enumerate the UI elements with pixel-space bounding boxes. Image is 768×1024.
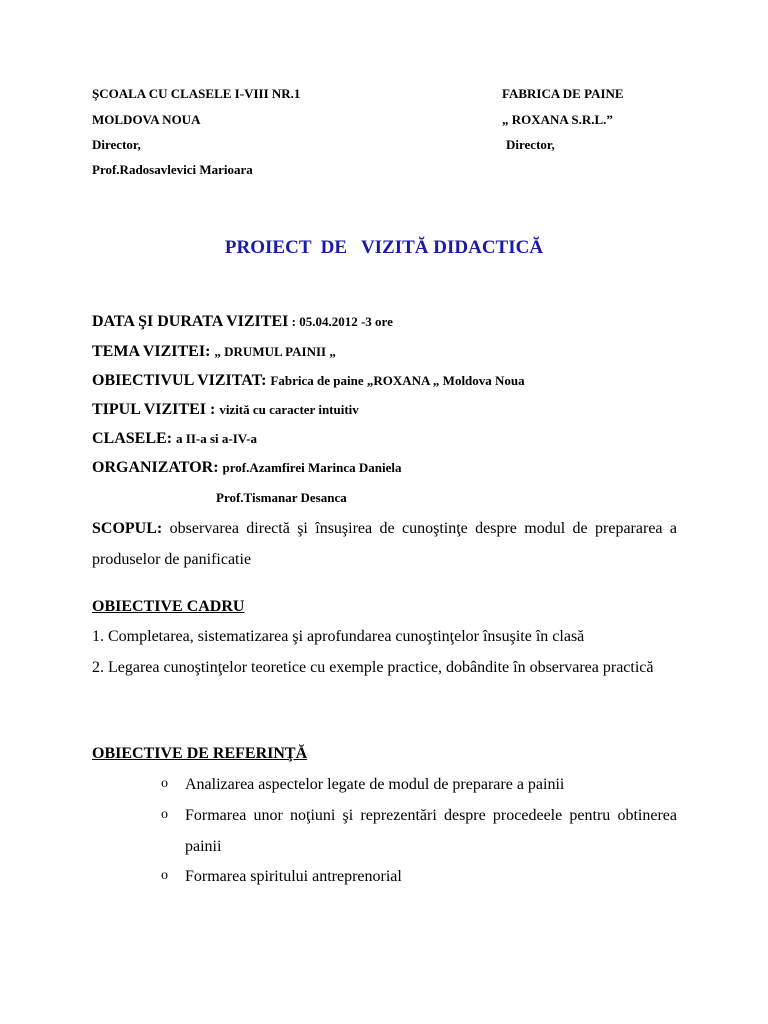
bullet-marker: o: [161, 868, 168, 883]
company-director-role: Director,: [506, 137, 555, 152]
tipul-row: [92, 401, 359, 419]
organizator-value-1: prof.Azamfirei Marinca Daniela: [222, 460, 402, 475]
organizator-label: ORGANIZATOR:: [92, 459, 219, 476]
tipul-label: TIPUL VIZITEI :: [92, 401, 216, 418]
obiective-cadru-item-2: 2. Legarea cunoştinţelor teoretice cu exemple practice, dobândite în observarea practică: [92, 659, 654, 676]
document-title: PROIECT DE VIZITĂ DIDACTICĂ: [224, 237, 544, 258]
scopul-label: SCOPUL:: [92, 520, 163, 537]
company-name-line1: FABRICA DE PAINE: [502, 86, 624, 101]
clasele-row: [92, 430, 257, 448]
obiective-cadru-item-1: 1. Completarea, sistematizarea şi aprofundarea cunoştinţelor însuşite în clasă: [92, 628, 585, 645]
school-name-line2: MOLDOVA NOUA: [92, 112, 201, 127]
organizator-row: [92, 459, 401, 477]
obiectiv-row: [92, 372, 525, 390]
tema-value: „ DRUMUL PAINII „: [214, 344, 336, 359]
data-durata-label: DATA ŞI DURATA VIZITEI: [92, 313, 289, 330]
organizator-value-2: Prof.Tismanar Desanca: [216, 490, 347, 505]
obiectiv-referinta-item-1: Analizarea aspectelor legate de modul de preparare a painii: [185, 776, 565, 793]
obiectiv-referinta-item-2: Formarea unor noţiuni şi reprezentări despre procedeele pentru obtinerea painii: [185, 807, 677, 855]
obiectiv-referinta-item-3: Formarea spiritului antreprenorial: [185, 868, 402, 885]
scopul-paragraph: [92, 513, 677, 575]
tema-label: TEMA VIZITEI:: [92, 343, 211, 360]
tema-row: [92, 343, 336, 361]
data-durata-row: [92, 313, 393, 331]
school-director-name: Prof.Radosavlevici Marioara: [92, 162, 253, 177]
scopul-value: observarea directă şi însuşirea de cunoştinţe despre modul de prepararea a produselor de panificatie: [92, 520, 678, 568]
obiective-cadru-heading: OBIECTIVE CADRU: [92, 598, 245, 615]
data-durata-separator: :: [288, 314, 300, 329]
bullet-marker: o: [161, 776, 168, 791]
obiective-referinta-heading: OBIECTIVE DE REFERINŢĂ: [92, 745, 308, 762]
data-durata-value: 05.04.2012 -3 ore: [299, 314, 393, 329]
bullet-marker: o: [161, 807, 168, 822]
clasele-value: a II-a si a-IV-a: [176, 431, 258, 446]
clasele-label: CLASELE:: [92, 430, 173, 447]
company-name-line2: „ ROXANA S.R.L.”: [502, 112, 613, 127]
tipul-value: vizită cu caracter intuitiv: [219, 402, 359, 417]
obiectiv-value: Fabrica de paine „ROXANA „ Moldova Noua: [270, 373, 525, 388]
school-director-role: Director,: [92, 137, 141, 152]
obiectiv-label: OBIECTIVUL VIZITAT:: [92, 372, 267, 389]
school-name-line1: ŞCOALA CU CLASELE I-VIII NR.1: [92, 86, 301, 101]
